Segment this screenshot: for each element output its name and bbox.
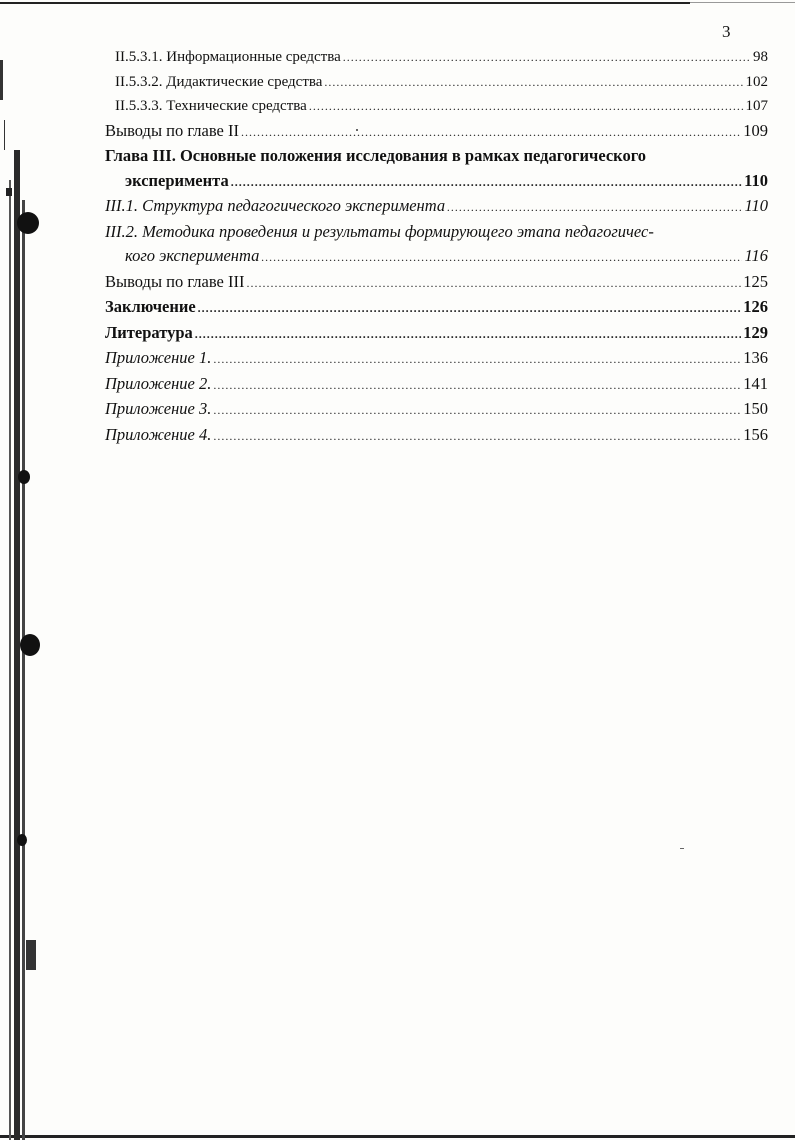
toc-entry-page: 98 — [753, 49, 768, 65]
toc-entry[interactable] — [105, 194, 768, 220]
toc-entry[interactable] — [105, 423, 768, 449]
dot-leader — [261, 245, 742, 270]
toc-entry[interactable] — [105, 45, 768, 70]
dot-leader — [213, 373, 741, 398]
dot-leader — [246, 271, 741, 296]
toc-entry-page: 126 — [743, 297, 768, 316]
toc-entry-page: 129 — [743, 322, 768, 342]
toc-entry[interactable] — [105, 119, 768, 145]
dot-leader — [447, 195, 742, 220]
toc-chapter-title-line1[interactable]: Глава III. Основные положения исследования в рамках педагогического — [105, 146, 647, 165]
toc-entry-title: Приложение 4. — [105, 424, 212, 444]
toc-entry-title: Приложение 2. — [105, 373, 212, 393]
dot-leader — [213, 424, 741, 449]
toc-entry-page: 150 — [743, 399, 768, 418]
page-number: 3 — [722, 22, 731, 41]
scan-binding-edge — [0, 0, 42, 1140]
toc-entry-title: II.5.3.1. Информационные средства — [115, 49, 341, 65]
toc-entry[interactable] — [105, 244, 768, 270]
table-of-contents — [105, 45, 768, 448]
dot-leader — [231, 170, 742, 195]
dot-leader — [213, 398, 741, 423]
toc-entry-title: кого эксперимента — [125, 246, 260, 265]
toc-entry-title: эксперимента — [125, 170, 229, 190]
toc-entry[interactable] — [105, 372, 768, 398]
toc-entry-title: Выводы по главе III — [105, 271, 245, 291]
toc-entry-title: II.5.3.3. Технические средства — [115, 98, 307, 114]
dot-leader — [343, 45, 751, 70]
toc-entry[interactable] — [105, 295, 768, 321]
toc-entry[interactable] — [105, 270, 768, 296]
toc-entry-title: Литература — [105, 322, 193, 342]
toc-entry-page: 141 — [743, 373, 768, 393]
toc-entry[interactable] — [105, 397, 768, 423]
dot-leader — [198, 296, 742, 321]
toc-entry[interactable] — [105, 70, 768, 95]
toc-entry[interactable] — [105, 94, 768, 119]
toc-entry-page: 136 — [743, 348, 768, 367]
toc-entry-title: Выводы по главе II — [105, 120, 239, 140]
toc-entry-title: Приложение 1. — [105, 348, 212, 367]
scan-top-border — [0, 2, 690, 4]
toc-entry-title: II.5.3.2. Дидактические средства — [115, 73, 323, 90]
dot-leader — [241, 120, 741, 145]
toc-entry-page: 109 — [743, 120, 768, 140]
toc-entry-page: 110 — [744, 170, 768, 190]
toc-section-title-line1[interactable]: III.2. Методика проведения и результаты формирующего этапа педагогичес- — [105, 221, 654, 241]
dot-leader — [195, 322, 741, 347]
toc-entry-page: 110 — [744, 196, 768, 215]
toc-entry[interactable] — [105, 346, 768, 372]
scan-top-border-faded — [690, 2, 795, 3]
toc-entry-title: Заключение — [105, 297, 196, 316]
scan-speck — [680, 848, 684, 849]
scan-bottom-border — [0, 1135, 795, 1138]
toc-entry-page: 116 — [744, 246, 768, 265]
toc-entry-page: 125 — [743, 271, 768, 291]
toc-entry-title: III.1. Структура педагогического эксперимента — [105, 196, 446, 215]
toc-entry-title: Приложение 3. — [105, 399, 212, 418]
toc-entry-page: 102 — [745, 73, 768, 90]
toc-entry-page: 107 — [745, 98, 768, 114]
dot-leader — [309, 94, 744, 119]
dot-leader — [213, 347, 741, 372]
toc-entry[interactable] — [105, 169, 768, 195]
toc-entry-page: 156 — [743, 424, 768, 444]
dot-leader — [324, 70, 743, 95]
toc-entry[interactable] — [105, 321, 768, 347]
